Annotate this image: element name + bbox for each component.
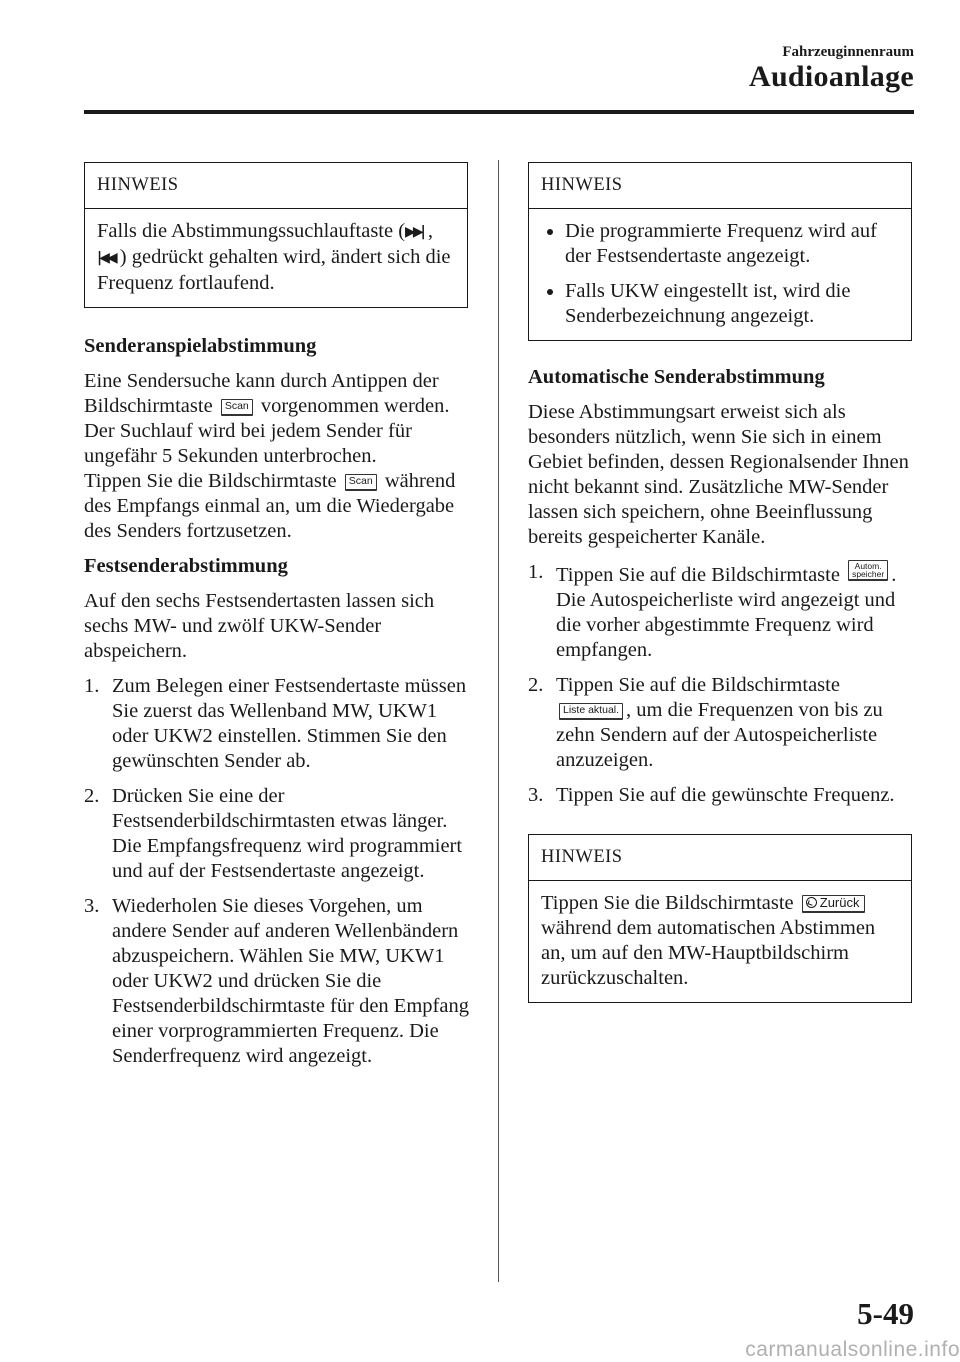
note-box-display — [528, 162, 912, 341]
paragraph-scan-2: Der Suchlauf wird bei jedem Sender für ungefähr 5 Sekunden unterbrochen. — [84, 420, 412, 467]
note-title: HINWEIS — [85, 163, 467, 209]
list-item: 3. Wiederholen Sie dieses Vorgehen, um andere Sender auf anderen Wellenbändern abzuspeichern. Wählen Sie MW, UKW1 oder UKW2 und drücken Sie die Festsenderbildschirmtaste für den Empfang einer vorprogrammierten Frequenz. Die Senderfrequenz wird angezeigt. — [84, 895, 469, 1067]
scan-button: Scan — [221, 399, 253, 416]
note-box-seek — [84, 162, 468, 308]
liste-aktual-button: Liste aktual. — [559, 703, 623, 720]
paragraph-auto: Diese Abstimmungsart erweist sich als besonders nützlich, wenn Sie sich in einem Gebiet befinden, dessen Regionalsender Ihnen nicht bekannt sind. Zusätzliche MW-Sender lassen sich speichern, ohne Beeinflussung bereits gespeicherter Kanäle. — [528, 401, 909, 548]
zurueck-button: Zurück — [802, 895, 865, 913]
paragraph-preset: Auf den sechs Festsendertasten lassen sich sechs MW- und zwölf UKW-Sender abspeichern. — [84, 590, 435, 662]
column-divider — [498, 160, 499, 1282]
heading-scan: Senderanspielabstimmung — [84, 335, 317, 357]
heading-preset: Festsenderabstimmung — [84, 555, 288, 577]
note-body: Falls die Abstimmungssuchlauftaste (▶▶| , |◀◀ ) gedrückt gehalten wird, ändert sich die Frequenz fortlaufend. — [97, 220, 451, 294]
back-icon — [806, 897, 817, 908]
note-box-back — [528, 834, 912, 1003]
paragraph-scan-1: Eine Sendersuche kann durch Antippen der Bildschirmtaste Scan vorgenommen werden. Der Suchlauf wird bei jedem Sender für ungefähr 5 Sekunden unterbrochen. Tippen Sie die Bildschirmtaste Scan während des Empfangs einmal an, um die Wiedergabe des Senders fortzusetzen. — [84, 370, 456, 542]
right-column — [528, 162, 914, 1003]
seek-up-icon: ▶▶| — [405, 224, 423, 240]
list-item: 2. Tippen Sie auf die Bildschirmtaste Liste aktual. , um die Frequenzen von bis zu zehn Sendern auf der Autospeicherliste anzuzeigen. — [528, 674, 883, 771]
left-column — [84, 162, 470, 1079]
autom-speicher-button: Autom. speicher — [848, 560, 888, 581]
page-number: 5-49 — [857, 1296, 914, 1331]
preset-steps — [84, 674, 470, 1069]
scan-button: Scan — [345, 474, 377, 491]
watermark: carmanualsonline.info — [745, 1338, 960, 1361]
note-title: HINWEIS — [529, 835, 911, 881]
list-item: 2. Drücken Sie eine der Festsenderbildschirmtasten etwas länger. Die Empfangsfrequenz wird programmiert und auf der Festsendertaste angezeigt. — [84, 785, 463, 882]
list-item: 1. Tippen Sie auf die Bildschirmtaste Autom. speicher . Die Autospeicherliste wird angezeigt und die vorher abgestimmte Frequenz wird empfangen. — [528, 561, 897, 661]
heading-auto: Automatische Senderabstimmung — [528, 366, 825, 388]
list-item: Die programmierte Frequenz wird auf der Festsendertaste angezeigt. — [541, 219, 899, 269]
seek-down-icon: |◀◀ — [97, 250, 115, 266]
list-item: Falls UKW eingestellt ist, wird die Senderbezeichnung angezeigt. — [541, 279, 899, 329]
list-item: 1. Zum Belegen einer Festsendertaste müssen Sie zuerst das Wellenband MW, UKW1 oder UKW2 einstellen. Stimmen Sie den gewünschten Sender ab. — [84, 675, 467, 772]
header-chapter: Audioanlage — [748, 60, 914, 93]
header-section: Fahrzeuginnenraum — [782, 44, 914, 60]
note-title: HINWEIS — [529, 163, 911, 209]
list-item: 3. Tippen Sie auf die gewünschte Frequenz. — [528, 784, 895, 806]
auto-steps — [528, 560, 914, 808]
header-rule — [84, 110, 914, 114]
note-body — [529, 209, 911, 340]
note-body: Tippen Sie die Bildschirmtaste Zurück während dem automatischen Abstimmen an, um auf den MW-Hauptbildschirm zurückzuschalten. — [541, 892, 876, 989]
